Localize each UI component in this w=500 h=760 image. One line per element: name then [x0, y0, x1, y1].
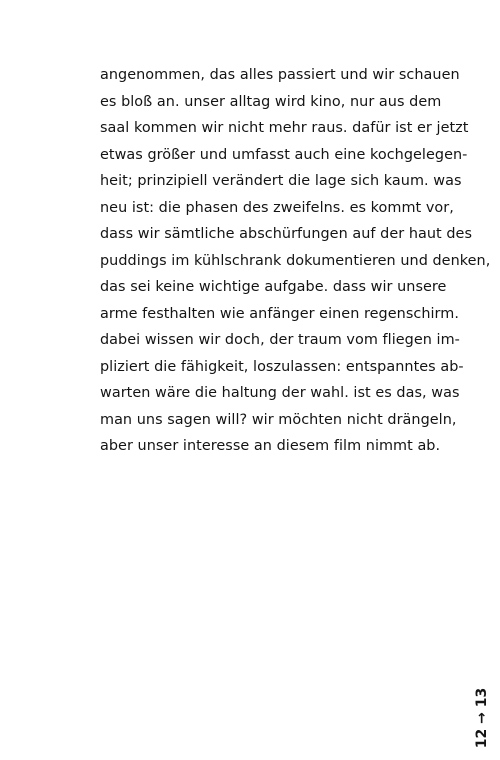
- text-line: heit; prinzipiell verändert die lage sich kaum. was: [100, 173, 462, 189]
- text-line: etwas größer und umfasst auch eine kochgelegen-: [100, 146, 468, 163]
- text-line: man uns sagen will? wir möchten nicht drängeln,: [100, 411, 457, 428]
- text-line: arme festhalten wie anfänger einen regenschirm.: [100, 305, 459, 322]
- body-text: [100, 62, 491, 460]
- text-line: pliziert die fähigkeit, loszulassen: entspanntes ab-: [100, 358, 464, 375]
- text-line: angenommen, das alles passiert und wir schauen: [100, 67, 460, 83]
- text-line: dass wir sämtliche abschürfungen auf der haut des: [100, 226, 472, 242]
- text-line: es bloß an. unser alltag wird kino, nur aus dem: [100, 93, 442, 110]
- page-number-label: 12 → 13: [474, 687, 490, 749]
- page-number: [472, 687, 492, 749]
- text-line: puddings im kühlschrank dokumentieren und denken,: [100, 252, 491, 269]
- text-line: aber unser interesse an diesem film nimmt ab.: [100, 438, 441, 454]
- text-line: das sei keine wichtige aufgabe. dass wir unsere: [100, 279, 447, 295]
- text-line: dabei wissen wir doch, der traum vom fliegen im-: [100, 332, 460, 348]
- text-line: neu ist: die phasen des zweifelns. es kommt vor,: [100, 199, 454, 216]
- text-line: saal kommen wir nicht mehr raus. dafür ist er jetzt: [100, 120, 469, 136]
- text-line: warten wäre die haltung der wahl. ist es das, was: [100, 385, 460, 401]
